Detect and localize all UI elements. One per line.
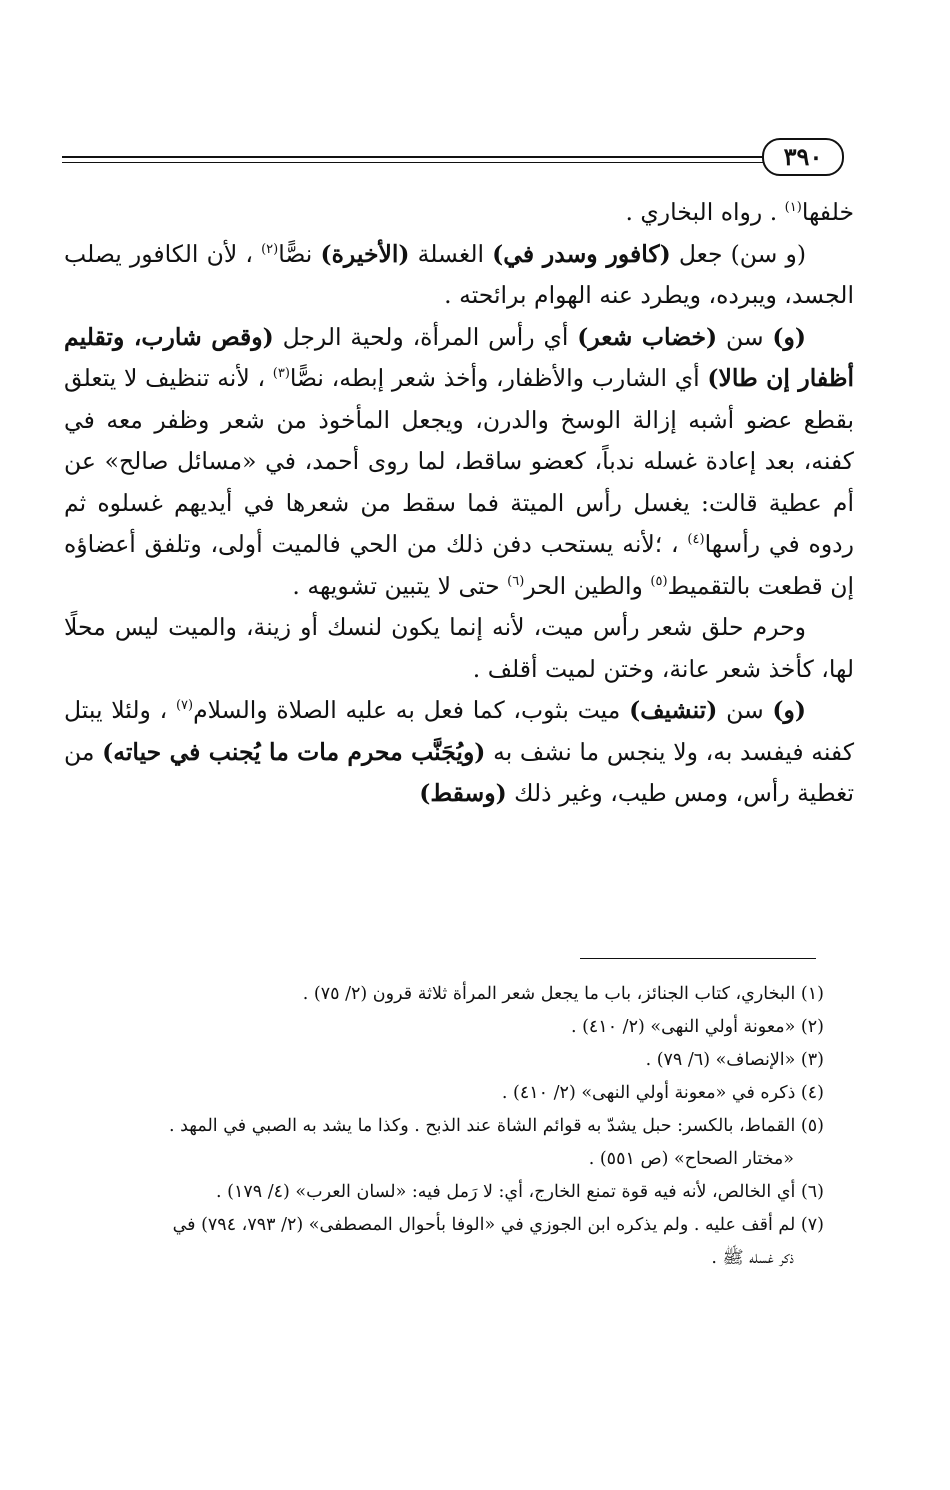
footnote-separator <box>580 958 816 959</box>
footnote-ref: (٤) <box>687 532 705 548</box>
footnote-continuation: ذكر غسله ﷺ . <box>711 1248 794 1268</box>
paragraph <box>64 690 854 815</box>
text-run: ، لأنه تنظيف لا يتعلق بقطع عضو أشبه إزالة الوسخ والدرن، ويجعل المأخوذ من شعر وظفر معه في كفنه، بعد إعادة غسله ندباً، كعضو ساقط، لما روى أحمد، في «مسائل صالح» عن أم عطية قالت: يغسل رأس الميتة فما سقط من شعرها في أيديهم غسلوه ثم ردوه في رأسها <box>64 364 854 558</box>
text-run: حتى لا يتبين تشويهه . <box>292 571 508 600</box>
text-run: وحرم حلق شعر رأس ميت، لأنه إنما يكون لنسك أو زينة، والميت ليس محلًا لها، كأخذ شعر عانة، وختن لميت أقلف . <box>64 613 854 683</box>
header-rule-thick <box>62 156 772 158</box>
text-run: ميت بثوب، كما فعل به عليه الصلاة والسلام <box>193 696 630 724</box>
paragraph <box>64 317 854 608</box>
footnote-ref: (٧) <box>175 698 194 714</box>
text-run: (و سن) جعل <box>670 239 806 268</box>
text-run: أي رأس المرأة، ولحية الرجل <box>273 322 578 351</box>
footnote-ref: (٦) <box>507 573 525 589</box>
bold-term: (خضاب شعر) <box>577 322 718 351</box>
text-run: نصًّا <box>278 239 321 268</box>
bold-term: (و) <box>772 322 806 351</box>
paragraph <box>64 607 854 690</box>
footnote: (٤) ذكره في «معونة أولي النهى» (٢/ ٤١٠) . <box>501 1083 824 1103</box>
bold-term: (ويُجَنَّب محرم مات ما يُجنب في حياته) <box>102 737 486 766</box>
paragraph <box>64 192 854 234</box>
text-run: . رواه البخاري . <box>625 198 785 226</box>
footnote: (٥) القماط، بالكسر: حبل يشدّ به قوائم الشاة عند الذبح . وكذا ما يشد به الصبي في المهد . <box>168 1116 824 1136</box>
footnote-ref: (١) <box>784 200 802 216</box>
bold-term: (وقص شارب، وتقليم أظفار إن طالا) <box>64 322 854 392</box>
body-text <box>64 192 854 815</box>
text-run: ، ولئلا يبتل كفنه فيفسد به، ولا ينجس ما نشف به <box>64 696 855 766</box>
page-header <box>62 138 852 178</box>
text-run: والطين الحر <box>524 571 651 600</box>
text-run: سن <box>717 696 773 724</box>
footnote-ref: (٥) <box>650 573 668 589</box>
footnote: (٧) لم أقف عليه . ولم يذكره ابن الجوزي في «الوفا بأحوال المصطفى» (٢/ ٧٩٣، ٧٩٤) في <box>172 1215 824 1235</box>
footnote: (١) البخاري، كتاب الجنائز، باب ما يجعل شعر المرأة ثلاثة قرون (٢/ ٧٥) . <box>302 984 824 1004</box>
header-rule-thin <box>62 162 772 163</box>
bold-term: (و) <box>772 696 806 724</box>
text-run: من تغطية رأس، ومس طيب، وغير ذلك <box>64 737 854 807</box>
text-run: سن <box>717 322 773 351</box>
footnote-ref: (٢) <box>261 241 279 257</box>
footnote: (٦) أي الخالص، لأنه فيه قوة تمنع الخارج، أي: لا رَمل فيه: «لسان العرب» (٤/ ١٧٩) . <box>216 1182 824 1202</box>
text-run: خلفها <box>801 198 854 226</box>
bold-term: (وسقط) <box>419 779 507 807</box>
paragraph <box>64 234 854 317</box>
footnote: (٢) «معونة أولي النهى» (٢/ ٤١٠) . <box>570 1017 824 1037</box>
page-number: ٣٩٠ <box>762 138 844 176</box>
footnote-continuation: «مختار الصحاح» (ص ٥٥١) . <box>588 1149 794 1169</box>
footnote-ref: (٣) <box>272 366 290 382</box>
text-run: ، ؛لأنه يستحب دفن ذلك من الحي فالميت أولى، وتلفق أعضاؤه إن قطعت بالتقميط <box>64 530 854 600</box>
footnotes <box>64 978 824 1275</box>
bold-term: (تنشيف) <box>629 696 718 724</box>
text-run: الغسلة <box>409 239 493 268</box>
text-run: أي الشارب والأظفار، وأخذ شعر إبطه، نصًّا <box>289 364 708 392</box>
bold-term: (الأخيرة) <box>320 239 410 268</box>
footnote: (٣) «الإنصاف» (٦/ ٧٩) . <box>645 1050 824 1070</box>
bold-term: (كافور وسدر في) <box>492 239 671 268</box>
text-run: ، لأن الكافور يصلب الجسد، ويبرده، ويطرد عنه الهوام برائحته . <box>64 239 854 309</box>
